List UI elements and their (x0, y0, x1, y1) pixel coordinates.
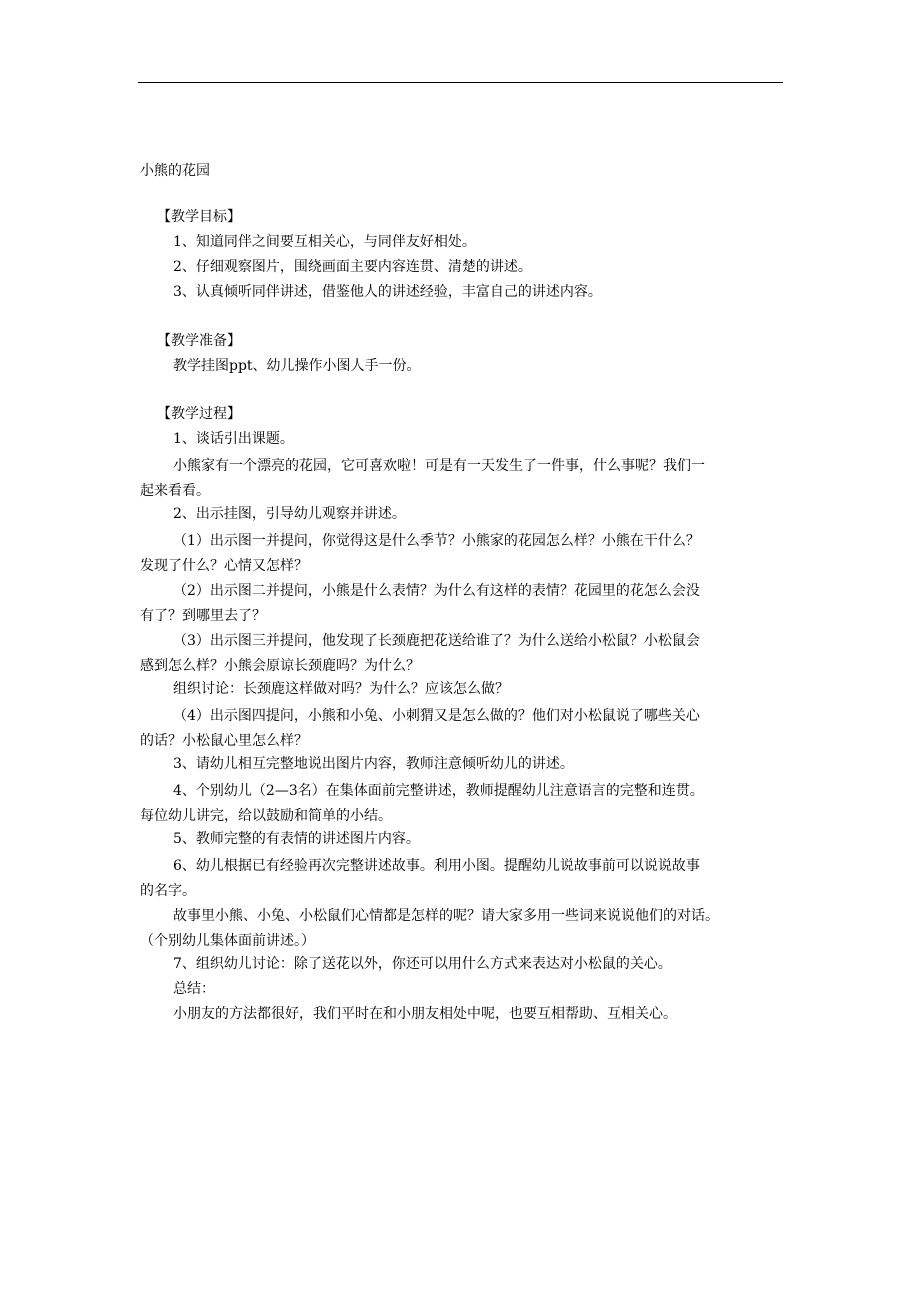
process-step: 3、请幼儿相互完整地说出图片内容，教师注意倾听幼儿的讲述。 (173, 756, 574, 772)
question-paragraph (140, 629, 790, 679)
paragraph-line: 6、幼儿根据已有经验再次完整讲述故事。利用小图。提醒幼儿说故事前可以说说故事 (173, 858, 700, 874)
paragraph-line: 起来看看。 (140, 483, 210, 499)
document-title: 小熊的花园 (140, 163, 210, 179)
discussion-line: 组织讨论：长颈鹿这样做对吗？为什么？应该怎么做？ (173, 681, 509, 697)
paragraph-line: 每位幼儿讲完，给以鼓励和简单的小结。 (140, 808, 392, 824)
objectives-heading: 【教学目标】 (157, 209, 241, 225)
preparation-text: 教学挂图ppt、幼儿操作小图人手一份。 (173, 358, 421, 374)
paragraph-line: （1）出示图一并提问，你觉得这是什么季节？小熊家的花园怎么样？小熊在干什么？ (173, 533, 700, 549)
paragraph-line: （4）出示图四提问，小熊和小兔、小刺猬又是怎么做的？他们对小松鼠说了哪些关心 (173, 708, 700, 724)
objective-item: 2、仔细观察图片，围绕画面主要内容连贯、清楚的讲述。 (173, 259, 532, 275)
objective-item: 1、知道同伴之间要互相关心，与同伴友好相处。 (173, 234, 476, 250)
header-rule (138, 82, 783, 83)
paragraph-line: 小熊家有一个漂亮的花园，它可喜欢啦！可是有一天发生了一件事，什么事呢？我们一 (173, 458, 705, 474)
process-step: 5、教师完整的有表情的讲述图片内容。 (173, 831, 420, 847)
question-paragraph (140, 579, 790, 629)
paragraph-line: 的话？小松鼠心里怎么样？ (140, 733, 308, 749)
intro-paragraph (140, 454, 790, 504)
summary-text: 小朋友的方法都很好，我们平时在和小朋友相处中呢，也要互相帮助、互相关心。 (173, 1006, 677, 1022)
paragraph-line: 故事里小熊、小兔、小松鼠们心情都是怎样的呢？请大家多用一些词来说说他们的对话。 (173, 908, 719, 924)
process-section (140, 404, 790, 1029)
process-heading: 【教学过程】 (157, 406, 241, 422)
process-step: 1、谈话引出课题。 (173, 431, 294, 447)
objectives-section (140, 207, 790, 307)
question-paragraph (140, 529, 790, 579)
preparation-section (140, 331, 790, 381)
paragraph-line: （3）出示图三并提问，他发现了长颈鹿把花送给谁了？为什么送给小松鼠？小松鼠会 (173, 633, 700, 649)
step-paragraph (140, 854, 790, 904)
paragraph-line: 有了？到哪里去了？ (140, 608, 266, 624)
step-paragraph (140, 779, 790, 829)
process-step: 7、组织幼儿讨论：除了送花以外，你还可以用什么方式来表达对小松鼠的关心。 (173, 956, 672, 972)
paragraph-line: （2）出示图二并提问，小熊是什么表情？为什么有这样的表情？花园里的花怎么会没 (173, 583, 700, 599)
process-step: 2、出示挂图，引导幼儿观察并讲述。 (173, 506, 406, 522)
paragraph-line: 发现了什么？心情又怎样？ (140, 558, 308, 574)
paragraph-line: （个别幼儿集体面前讲述。） (140, 933, 315, 949)
paragraph-line: 4、个别幼儿（2—3名）在集体面前完整讲述，教师提醒幼儿注意语言的完整和连贯。 (173, 783, 704, 799)
preparation-heading: 【教学准备】 (157, 333, 241, 349)
paragraph-line: 的名字。 (140, 883, 196, 899)
question-paragraph (140, 704, 790, 754)
objective-item: 3、认真倾听同伴讲述，借鉴他人的讲述经验，丰富自己的讲述内容。 (173, 284, 602, 300)
paragraph-line: 感到怎么样？小熊会原谅长颈鹿吗？为什么？ (140, 658, 420, 674)
summary-label: 总结： (173, 981, 215, 997)
story-paragraph (140, 904, 790, 954)
